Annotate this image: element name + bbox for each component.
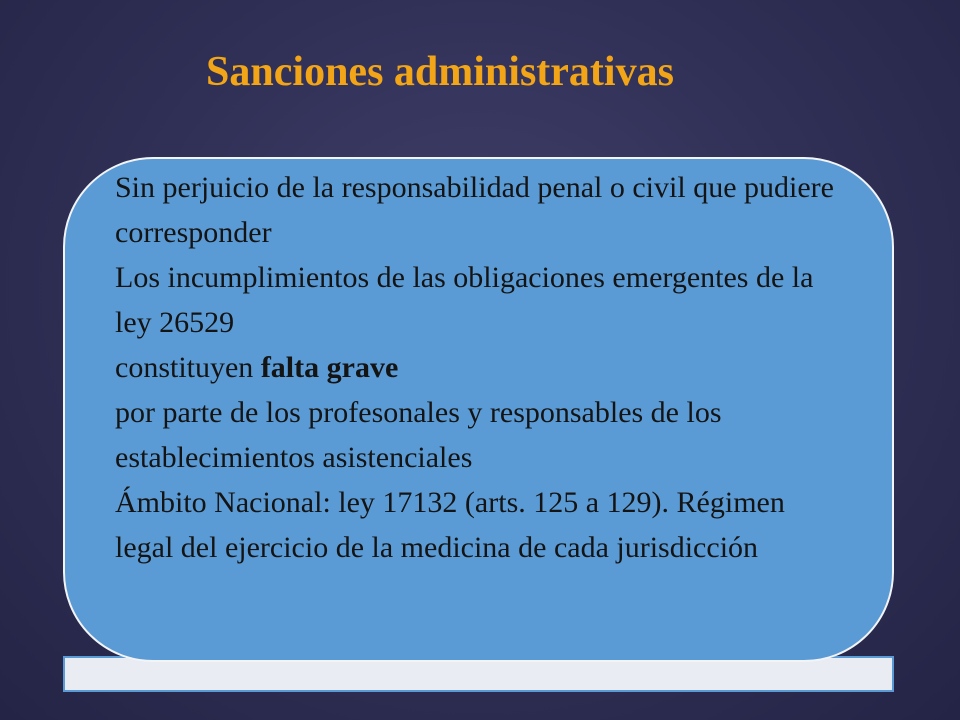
slide-title: Sanciones administrativas: [206, 49, 674, 95]
serious-fault-prefix: constituyen: [115, 351, 261, 384]
paragraph-serious-fault: [115, 345, 835, 390]
paragraph-breaches: Los incumplimientos de las obligaciones emergentes de la ley 26529: [115, 261, 814, 339]
paragraph-national-scope: Ámbito Nacional: ley 17132 (arts. 125 a 129). Régimen legal del ejercicio de la medicina de cada jurisdicción: [115, 486, 785, 564]
paragraph-responsible-parties: por parte de los profesonales y responsables de los establecimientos asistenciales: [115, 396, 722, 474]
paragraph-liability: Sin perjuicio de la responsabilidad penal o civil que pudiere corresponder: [115, 171, 834, 249]
content-box: [63, 157, 894, 662]
content-text: [115, 165, 835, 570]
serious-fault-emphasis: falta grave: [260, 351, 399, 384]
